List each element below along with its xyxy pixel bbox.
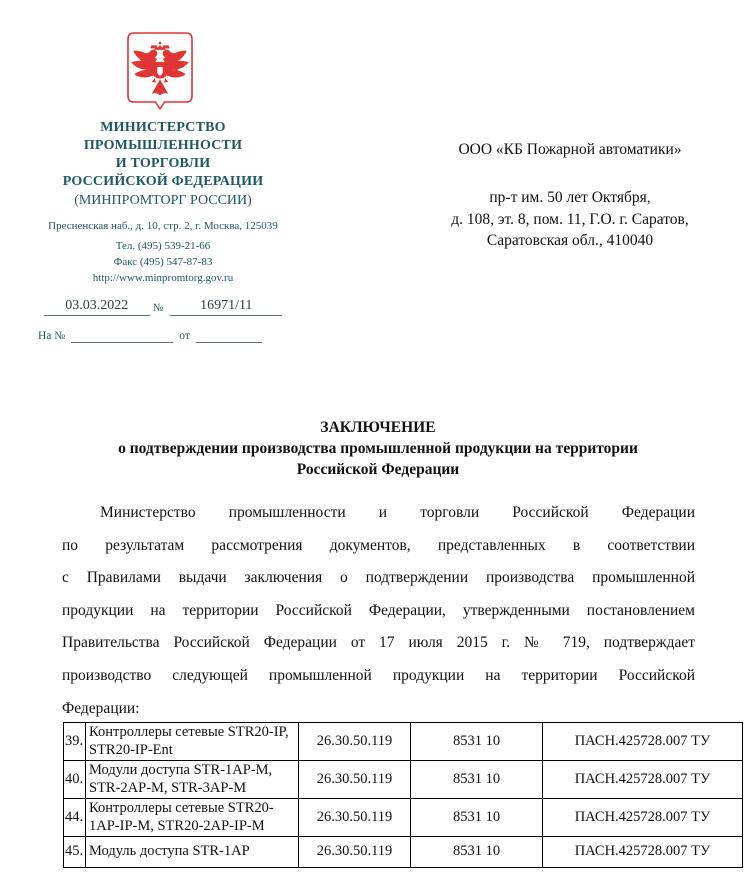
spec-document-cell: ПАСН.425728.007 ТУ	[543, 761, 743, 799]
table-row	[64, 837, 743, 868]
ministry-phone: Тел. (495) 539-21-66	[115, 240, 211, 252]
product-code-cell: 26.30.50.119	[299, 799, 411, 837]
outgoing-date-number-line	[18, 298, 308, 316]
ministry-name-line: РОССИЙСКОЙ ФЕДЕРАЦИИ	[62, 174, 264, 189]
reference-line	[18, 329, 308, 343]
body-line: по результатам рассмотрения документов, представленных в соответствии	[62, 536, 695, 554]
row-number-cell: 40.	[64, 761, 86, 799]
body-line: Министерство промышленности и торговли Российской Федерации	[100, 504, 695, 521]
reference-date-label: от	[179, 330, 190, 342]
recipient-address	[418, 187, 722, 252]
ministry-name-line: И ТОРГОВЛИ	[115, 156, 211, 171]
product-code-cell: 26.30.50.119	[299, 723, 411, 761]
product-name-cell: Контроллеры сетевые STR20-IP, STR20-IP-Ent	[86, 723, 299, 761]
customs-code-cell: 8531 10	[411, 761, 543, 799]
document-subtitle: Российской Федерации	[296, 461, 460, 478]
spec-document-cell: ПАСН.425728.007 ТУ	[543, 799, 743, 837]
reference-number-blank	[71, 329, 173, 343]
product-name-cell: Модуль доступа STR-1AP	[86, 837, 299, 868]
row-number-cell: 44.	[64, 799, 86, 837]
reference-number-label: На №	[38, 330, 66, 342]
letter-number: 16971/11	[170, 298, 282, 316]
ministry-address: Пресненская наб., д. 10, стр. 2, г. Москва, 125039	[48, 220, 278, 232]
product-code-cell: 26.30.50.119	[299, 761, 411, 799]
body-line: с Правилами выдачи заключения о подтверждении производства промышленной	[62, 569, 695, 587]
recipient-address-line: д. 108, эт. 8, пом. 11, Г.О. г. Саратов,	[451, 210, 689, 228]
customs-code-cell: 8531 10	[411, 837, 543, 868]
letter-date: 03.03.2022	[44, 298, 150, 316]
document-title-block	[58, 417, 698, 480]
double-headed-eagle-icon	[126, 31, 194, 115]
document-subtitle: о подтверждении производства промышленной продукции на территории	[118, 440, 638, 457]
reference-date-blank	[196, 329, 262, 343]
recipient-name: ООО «КБ Пожарной автоматики»	[458, 141, 682, 158]
table-row	[64, 723, 743, 761]
document-title: ЗАКЛЮЧЕНИЕ	[320, 419, 436, 436]
customs-code-cell: 8531 10	[411, 723, 543, 761]
body-paragraph	[62, 497, 695, 725]
spec-document-cell: ПАСН.425728.007 ТУ	[543, 837, 743, 868]
recipient-address-line: Саратовская обл., 410040	[486, 232, 654, 249]
recipient-block	[418, 140, 722, 252]
body-line: Правительства Российской Федерации от 17 июля 2015 г. № 719, подтверждает	[62, 634, 695, 652]
customs-code-cell: 8531 10	[411, 799, 543, 837]
table-row	[64, 761, 743, 799]
spec-document-cell: ПАСН.425728.007 ТУ	[543, 723, 743, 761]
products-table	[63, 722, 743, 868]
ministry-website: http://www.minpromtorg.gov.ru	[92, 272, 234, 284]
number-sign-label: №	[152, 302, 164, 314]
product-name-cell: Контроллеры сетевые STR20-1AP-IP-M, STR20-2AP-IP-M	[86, 799, 299, 837]
ministry-fax: Факс (495) 547-87-83	[113, 256, 213, 268]
ministry-contacts	[18, 238, 308, 286]
table-row	[64, 799, 743, 837]
coat-of-arms-emblem	[126, 31, 194, 115]
ministry-name-line: МИНИСТЕРСТВО	[100, 120, 226, 135]
product-code-cell: 26.30.50.119	[299, 837, 411, 868]
body-line: Федерации:	[62, 699, 140, 717]
body-line: продукции на территории Российской Федерации, утвержденными постановлением	[62, 601, 695, 619]
ministry-short-name: (МИНПРОМТОРГ РОССИИ)	[74, 193, 252, 208]
ministry-name	[18, 119, 308, 191]
body-line: производство следующей промышленной продукции на территории Российской	[62, 666, 695, 684]
product-name-cell: Модули доступа STR-1AP-M, STR-2AP-M, STR-3AP-M	[86, 761, 299, 799]
ministry-letterhead	[18, 119, 308, 343]
row-number-cell: 45.	[64, 837, 86, 868]
recipient-address-line: пр-т им. 50 лет Октября,	[489, 189, 651, 206]
ministry-name-line: ПРОМЫШЛЕННОСТИ	[83, 138, 243, 153]
row-number-cell: 39.	[64, 723, 86, 761]
